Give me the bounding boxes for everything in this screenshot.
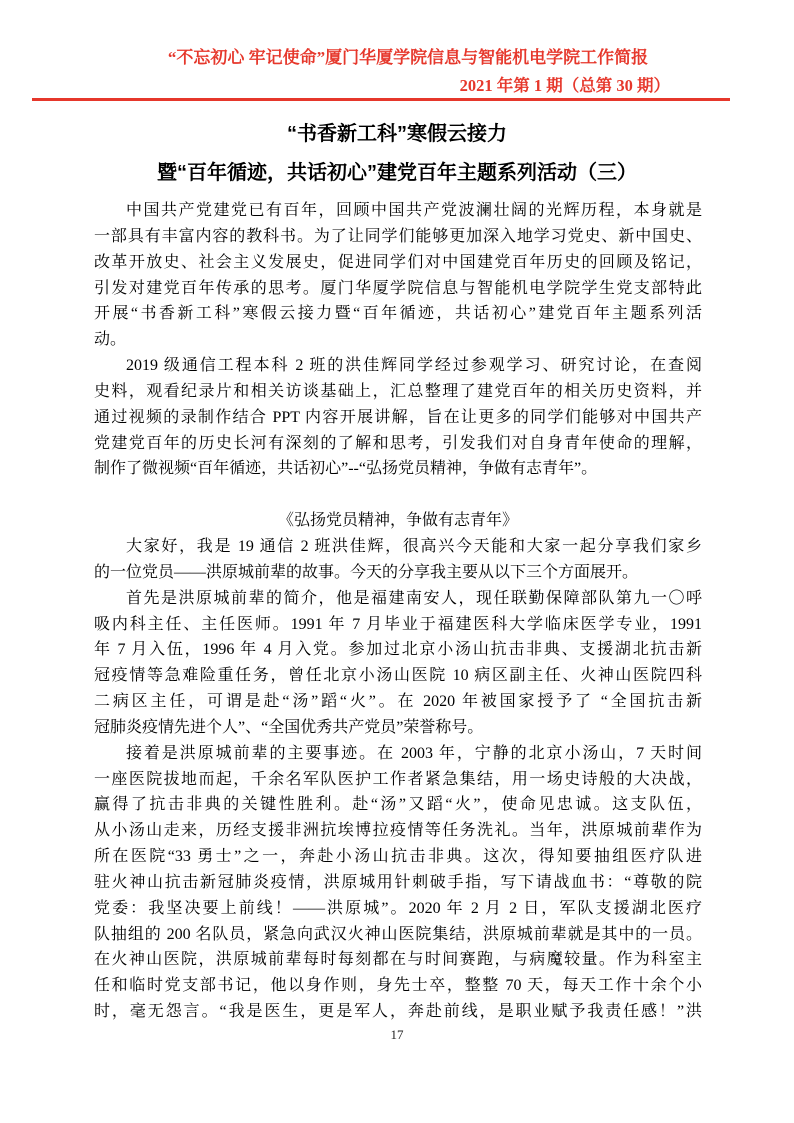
body-text-line: 所在医院“33 勇士”之一，奔赴小汤山抗击非典。这次，得知要抽组医疗队进 [94, 848, 702, 866]
body-text-line: 改革开放史、社会主义发展史，促进同学们对中国建党百年历史的回顾及铭记， [94, 253, 702, 271]
body-text-line: 时，毫无怨言。“我是医生，更是军人，奔赴前线，是职业赋予我责任感！”洪 [94, 1003, 702, 1021]
body-text-line: 党委：我坚决要上前线！——洪原城”。2020 年 2 月 2 日，军队支援湖北医疗 [94, 899, 702, 917]
body-text-line: 中国共产党建党已有百年，回顾中国共产党波澜壮阔的光辉历程，本身就是 [126, 202, 702, 219]
body-text-line: 动。 [94, 331, 127, 349]
bulletin-issue-number: 2021 年第 1 期（总第 30 期） [459, 76, 670, 95]
body-text-line: 冠肺炎疫情先进个人”、“全国优秀共产党员”荣誉称号。 [94, 718, 484, 736]
blank-line [94, 482, 702, 508]
body-text-line: 一部具有丰富内容的教科书。为了让同学们能够更加深入地学习党史、新中国史、 [94, 227, 702, 245]
body-text-line: 一座医院拔地而起，千余名军队医护工作者紧急集结，用一场史诗般的大决战， [94, 770, 702, 788]
article-title-line2: 暨“百年循迹，共话初心”建党百年主题系列活动（三） [157, 162, 637, 184]
article-title-line1: “书香新工科”寒假云接力 [287, 123, 507, 145]
body-text-line: 驻火神山抗击新冠肺炎疫情，洪原城用针刺破手指，写下请战血书：“尊敬的院 [94, 873, 702, 891]
body-text-line: 首先是洪原城前辈的简介，他是福建南安人，现任联勤保障部队第九一〇呼 [126, 589, 702, 607]
body-text-line: 开展“书香新工科”寒假云接力暨“百年循迹，共话初心”建党百年主题系列活 [94, 305, 702, 323]
body-text-line: 的一位党员——洪原城前辈的故事。今天的分享我主要从以下三个方面展开。 [94, 563, 639, 581]
section-heading: 《弘扬党员精神，争做有志青年》 [277, 512, 518, 530]
body-text-line: 引发对建党百年传承的思考。厦门华厦学院信息与智能机电学院学生党支部特此 [94, 279, 702, 297]
body-text-line: 通过视频的录制作结合 PPT 内容开展讲解，旨在让更多的同学们能够对中国共产 [94, 408, 702, 426]
bulletin-header-title: “不忘初心 牢记使命”厦门华厦学院信息与智能机电学院工作简报 [167, 48, 649, 67]
page-number: 17 [390, 1027, 404, 1042]
body-text-line: 史料，观看纪录片和相关访谈基础上，汇总整理了建党百年的相关历史资料，并 [94, 382, 702, 400]
body-text-line: 党建党百年的历史长河有深刻的了解和思考，引发我们对自身青年使命的理解， [94, 434, 702, 452]
header-divider-rule [32, 98, 730, 101]
body-text-line: 赢得了抗击非典的关键性胜利。赴“汤”又蹈“火”，使命见忠诚。这支队伍， [94, 796, 702, 814]
body-text-line: 任和临时党支部书记，他以身作则，身先士卒，整整 70 天，每天工作十余个小 [94, 977, 702, 995]
body-text-line: 大家好，我是 19 通信 2 班洪佳辉，很高兴今天能和大家一起分享我们家乡 [126, 537, 702, 555]
body-text-line: 制作了微视频“百年循迹，共话初心”--“弘扬党员精神，争做有志青年”。 [94, 460, 598, 478]
body-text-line: 二病区主任，可谓是赴“汤”蹈“火”。在 2020 年被国家授予了 “全国抗击新 [94, 693, 702, 711]
body-text-line: 年 7 月入伍，1996 年 4 月入党。参加过北京小汤山抗击非典、支援湖北抗击新 [94, 641, 702, 659]
body-text-line: 从小汤山走来，历经支援非洲抗埃博拉疫情等任务洗礼。当年，洪原城前辈作为 [94, 822, 702, 840]
body-text-line: 在火神山医院，洪原城前辈每时每刻都在与时间赛跑，与病魔较量。作为科室主 [94, 951, 702, 969]
body-text-line: 接着是洪原城前辈的主要事迹。在 2003 年，宁静的北京小汤山，7 天时间 [126, 744, 702, 762]
body-text-line: 队抽组的 200 名队员，紧急向武汉火神山医院集结，洪原城前辈就是其中的一员。 [94, 925, 702, 943]
body-text-line: 2019 级通信工程本科 2 班的洪佳辉同学经过参观学习、研究讨论，在查阅 [126, 357, 702, 375]
article-body [94, 198, 702, 1025]
body-text-line: 吸内科主任、主任医师。1991 年 7 月毕业于福建医科大学临床医学专业，1991 [94, 615, 702, 633]
body-text-line: 冠疫情等急难险重任务，曾任北京小汤山医院 10 病区副主任、火神山医院四科 [94, 667, 702, 685]
